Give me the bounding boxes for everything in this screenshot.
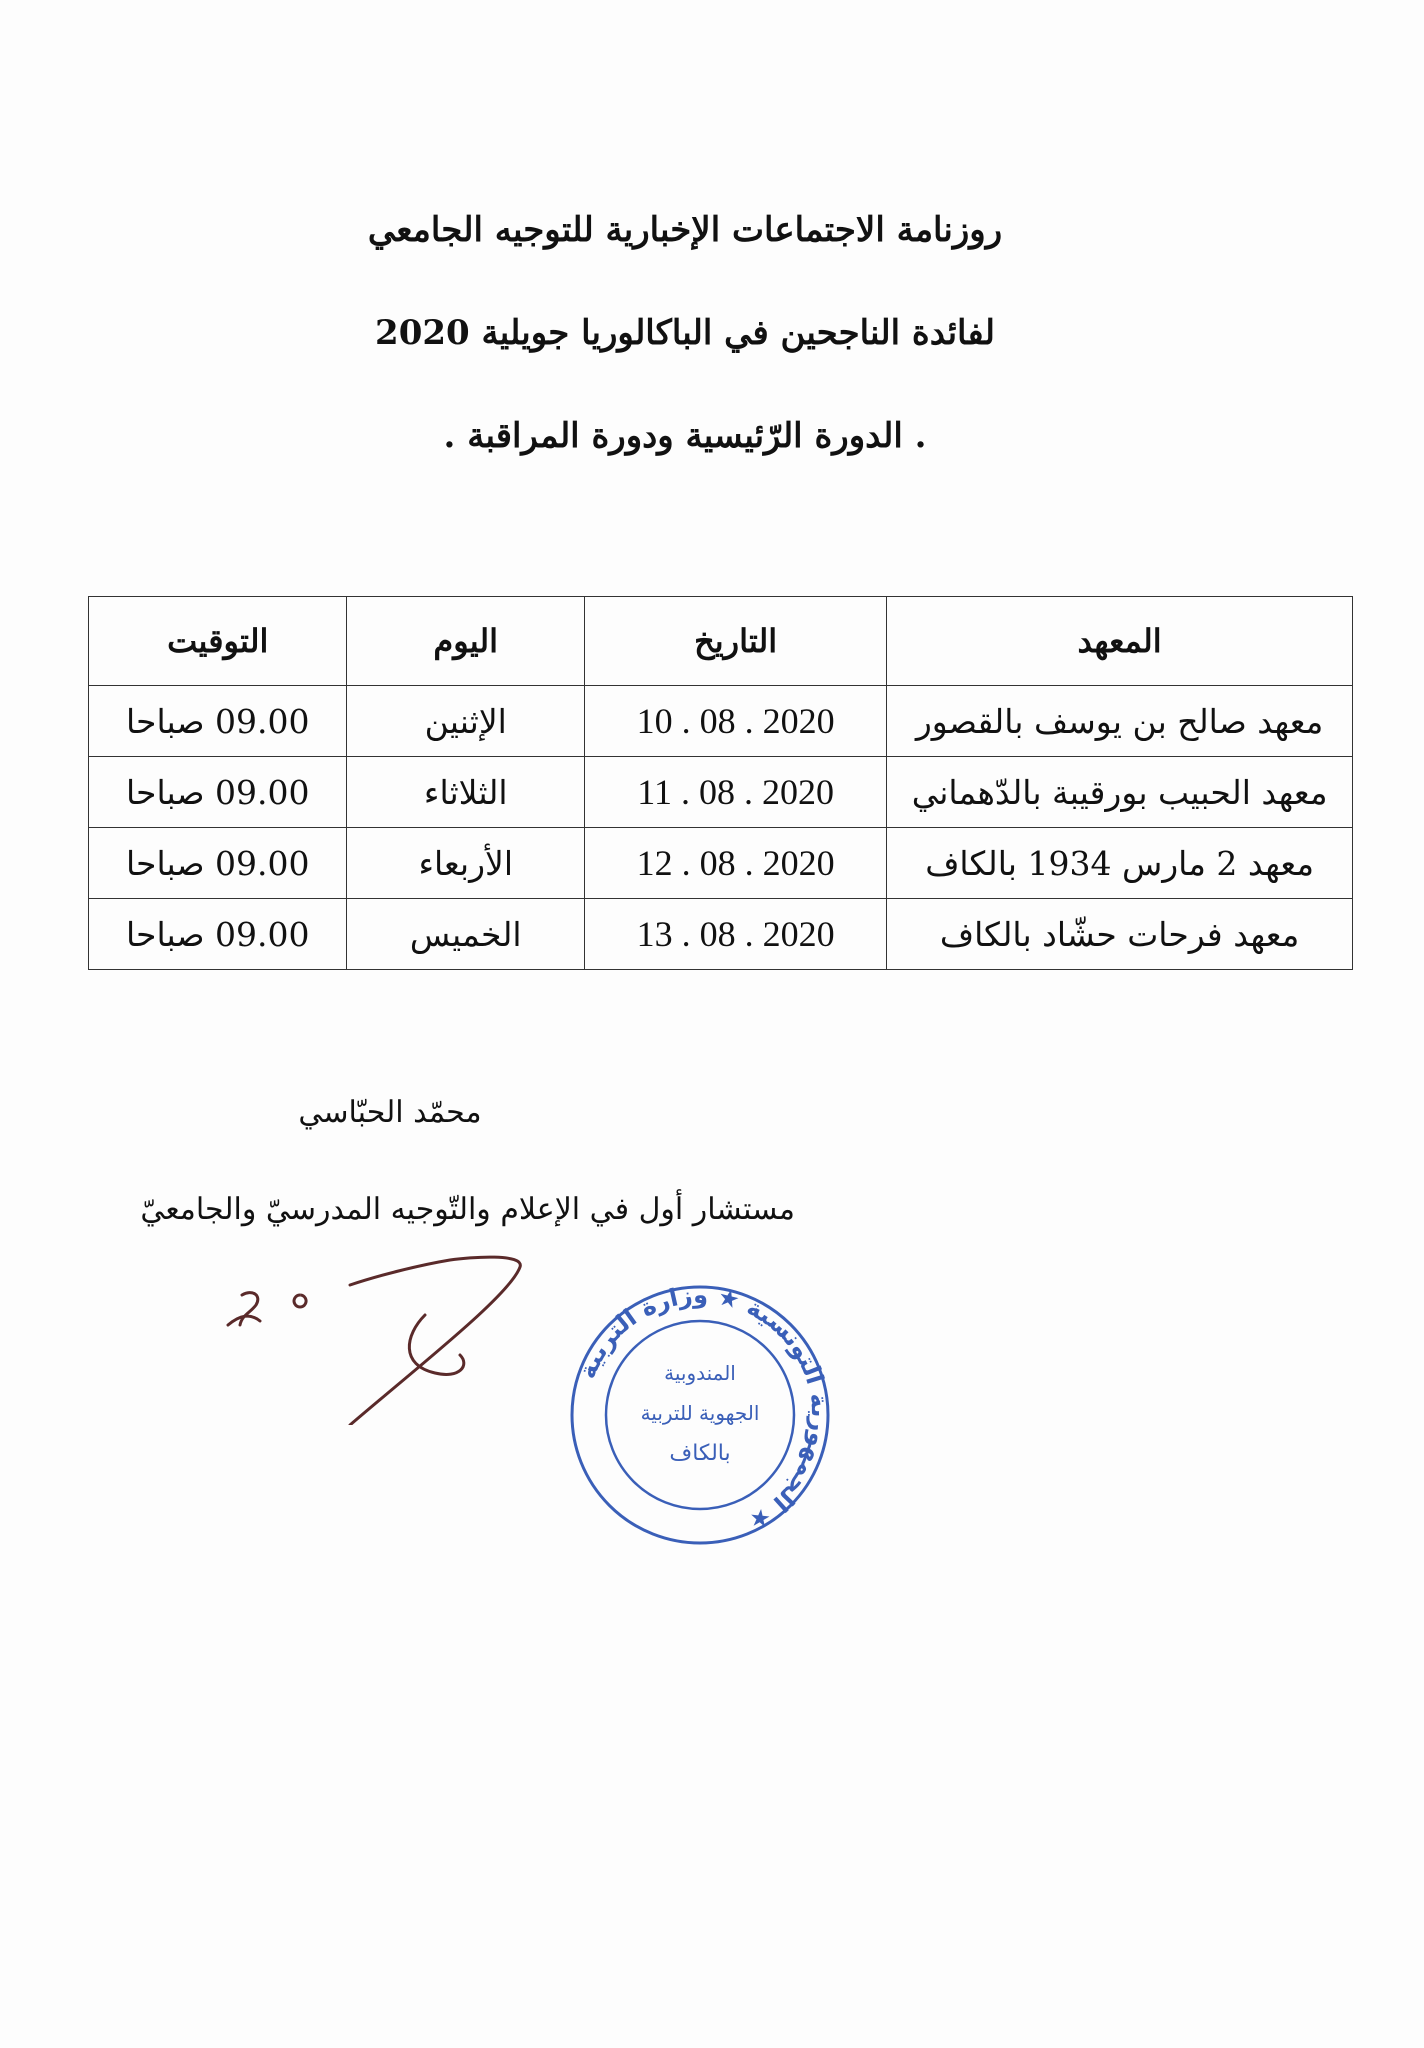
cell-time: 09.00 صباحا: [89, 828, 347, 899]
stamp-inner-line2: الجهوية للتربية: [640, 1401, 760, 1425]
schedule-table: [88, 596, 1353, 970]
table-row: [89, 757, 1353, 828]
cell-date: 11 . 08 . 2020: [585, 757, 887, 828]
cell-institute: معهد الحبيب بورقيبة بالدّهماني: [887, 757, 1353, 828]
cell-institute: معهد فرحات حشّاد بالكاف: [887, 899, 1353, 970]
signatory-name: محمّد الحبّاسي: [298, 1095, 482, 1130]
official-stamp: [565, 1280, 835, 1550]
cell-day: الأربعاء: [347, 828, 585, 899]
cell-day: الثلاثاء: [347, 757, 585, 828]
header-date: التاريخ: [585, 597, 887, 686]
cell-day: الخميس: [347, 899, 585, 970]
table-row: [89, 828, 1353, 899]
cell-day: الإثنين: [347, 686, 585, 757]
table-row: [89, 686, 1353, 757]
document-subtitle: لفائدة الناجحين في الباكالوريا جويلية 2020: [375, 313, 995, 353]
cell-time: 09.00 صباحا: [89, 686, 347, 757]
stamp-inner-line1: المندوبية: [664, 1361, 736, 1385]
cell-date: 10 . 08 . 2020: [585, 686, 887, 757]
header-institute: المعهد: [887, 597, 1353, 686]
stamp-inner-line3: بالكاف: [669, 1441, 731, 1466]
table-header-row: [89, 597, 1353, 686]
cell-institute: معهد 2 مارس 1934 بالكاف: [887, 828, 1353, 899]
cell-time: 09.00 صباحا: [89, 899, 347, 970]
header-day: اليوم: [347, 597, 585, 686]
stamp-outer-text: الجمهورية التونسية ★ وزارة التربية ★: [572, 1280, 835, 1537]
header-time: التوقيت: [89, 597, 347, 686]
cell-date: 13 . 08 . 2020: [585, 899, 887, 970]
handwritten-signature: [220, 1255, 540, 1425]
cell-time: 09.00 صباحا: [89, 757, 347, 828]
cell-date: 12 . 08 . 2020: [585, 828, 887, 899]
table-row: [89, 899, 1353, 970]
signatory-role: مستشار أول في الإعلام والتّوجيه المدرسيّ والجامعيّ: [140, 1192, 795, 1227]
document-title: روزنامة الاجتماعات الإخبارية للتوجيه الجامعي: [367, 210, 1003, 250]
cell-institute: معهد صالح بن يوسف بالقصور: [887, 686, 1353, 757]
session-line: . الدورة الرّئيسية ودورة المراقبة .: [443, 416, 927, 456]
